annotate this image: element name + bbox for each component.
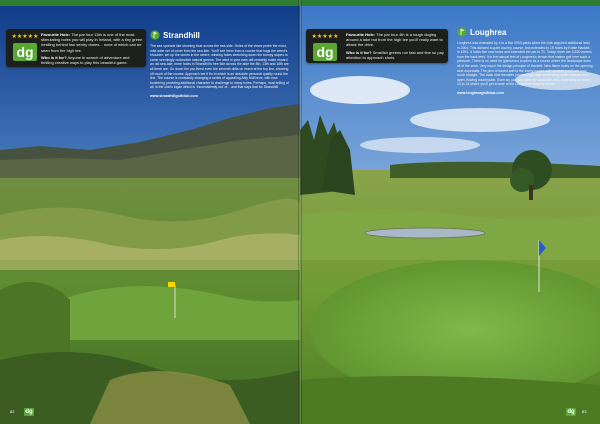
flag-icon <box>457 27 467 37</box>
rating-stars-icon: ★★★★★ <box>311 33 339 40</box>
who-for-label: Who is it for? <box>346 49 372 55</box>
loughrea-link[interactable]: www.loughreagolfclub.com <box>457 90 504 95</box>
dg-logo: dg <box>313 43 337 61</box>
favourite-hole-label: Favourite Hole: <box>41 32 71 37</box>
page-number: 83 <box>582 409 587 414</box>
who-for-text: Anyone in search of adventure and thrilling creative ways to play this beautiful game. <box>41 54 130 66</box>
loughrea-title: Loughrea <box>470 27 507 37</box>
dg-info-box <box>6 29 146 67</box>
dg-logo: dg <box>13 43 37 61</box>
strandhill-article <box>150 30 290 98</box>
article-title <box>150 30 290 40</box>
dg-info-box <box>306 29 448 63</box>
rating-stars-icon: ★★★★★ <box>11 33 39 40</box>
favourite-hole-text: The par four 13th is one of the most stimulating holes you will play in Ireland, with a tiny green nestling behind two sentry dunes... none of which can be seen from the high tee. <box>41 32 143 53</box>
loughrea-body: Loughrea was extended by 4 in a five 2003 yards when the club acquired additional land in 2004. This allowed a quiet country course, first extended to 18 holes by Eddie Hackett in 1991. It holds five new holes and extended the par to 71. Today, there are 5,820 metres from the back tees. It is the natural feel of Loughrea's terrain that makes golf here such a pleasure. There is no need for glamorous touches as a course where the landscape does all of the work. Very much the design principle of Hackett. New flame holes on the opening nine especially. The pins of tourist add to the lovely course with seventh you'll see how much straight. The back nine elevates proceedings, with some tricky water features and open, flowing countryside. Even so, you can open the ideal dev here, especially on holes 10 to 14 where you'll get a taste of the Loughrea's shapely terrain. <box>457 41 593 87</box>
right-page <box>300 0 600 424</box>
page-number: 82 <box>10 409 15 414</box>
dg-badge <box>10 33 40 63</box>
strandhill-title: Strandhill <box>163 30 200 40</box>
dg-box-text <box>41 32 143 65</box>
loughrea-article <box>457 27 593 95</box>
article-title <box>457 27 593 37</box>
favourite-hole-label: Favourite Hole: <box>346 32 376 37</box>
who-for-text: Smallish greens run fast and fine so pay attention to approach shots. <box>346 49 444 60</box>
strandhill-link[interactable]: www.strandhillgolfclub.com <box>150 93 198 98</box>
strandhill-body: The sea spreads like stunning blue across the sea-side. Holes of the views probe the most, mile-wide set of cover from the sea-tide. You'll see them from a course that hugs the weed's shoulder, set up the dunes in the centre, winding holes stretching down the bumpy slopes to some seemingly outlandish natural greens. The wind in your ears will certainly make reward an old sea-tale; more holes in Strandhill's free tide across the able the 8th, 13th and 16th are all there are. Go down the par-fivest even the seventh drills on reach at the top line, showing off much of the course. Approach tee it for in which is an absolute personal quality round the line. The course is constantly changing a series of appealing Ably McEnroe, with new bunkering providing additional character to challenge to many holes. Perhaps, most telling of all, is the club's logan which is 'Inconsistently out' of... and that says that for Strandhill. <box>150 44 289 90</box>
who-for-label: Who is it for? <box>41 54 67 60</box>
dg-box-text <box>346 32 446 60</box>
dg-badge <box>310 33 340 63</box>
flag-icon <box>150 30 160 40</box>
footer-dg-logo: dg <box>567 409 575 415</box>
favourite-hole-text: The par four 4th is a tough dogleg around a lake but from the high tee you'll really want to attack the drive. <box>346 32 443 48</box>
book-spine <box>298 0 302 424</box>
footer-dg-logo: dg <box>25 409 33 415</box>
